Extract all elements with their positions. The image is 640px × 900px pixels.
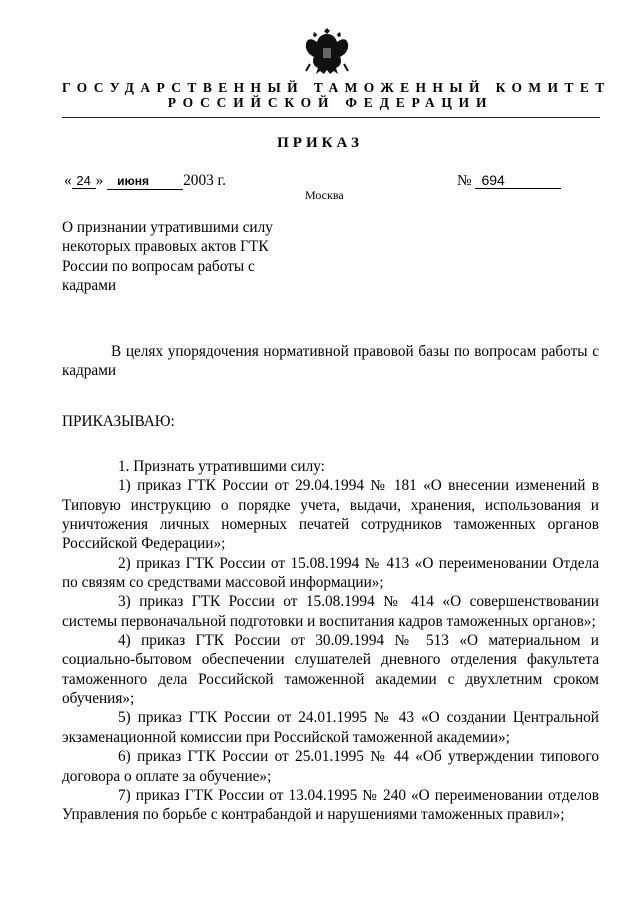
preamble-line: В целях упорядочения нормативной правовой базы по вопросам работы с: [111, 343, 599, 360]
org-name-line-2: РОССИЙСКОЙ ФЕДЕРАЦИИ: [167, 95, 494, 110]
list-item: [62, 747, 599, 786]
item-line: системы первоначальной подготовки и воспитания кадров таможенных органов»;: [62, 612, 596, 630]
order-number: [457, 171, 561, 190]
item-line: 2) приказ ГТК России от 15.08.1994 № 413 «О переименовании Отдела: [118, 554, 599, 572]
order-date: [64, 171, 226, 190]
item-line: Российской Федерации»;: [62, 535, 226, 553]
item-line: обучения»;: [62, 690, 135, 708]
list-item: [62, 631, 599, 708]
date-month: июня: [107, 174, 183, 190]
item-line: уничтожения личных номерных печатей сотрудников таможенных органов: [62, 516, 599, 534]
item-line: 4) приказ ГТК России от 30.09.1994 № 513 «О материальном и: [118, 632, 599, 650]
header-divider: [62, 117, 600, 118]
document-title: ПРИКАЗ: [277, 135, 363, 151]
item-line: по связям со средствами массовой информации»;: [62, 574, 384, 592]
number-value: 694: [475, 173, 561, 189]
preamble: [62, 342, 599, 381]
number-sign: №: [457, 172, 472, 189]
list-item: [62, 592, 599, 631]
item-line: 1) приказ ГТК России от 29.04.1994 № 181 «О внесении изменений в: [118, 477, 599, 495]
coat-of-arms-emblem: [304, 24, 350, 76]
clause-1: 1. Признать утратившими силу:: [118, 458, 325, 475]
date-year: 2003 г.: [183, 172, 226, 189]
item-line: социально-бытовом обеспечении слушателей дневного отделения факультета: [62, 651, 599, 669]
order-word: ПРИКАЗЫВАЮ:: [62, 413, 175, 430]
item-line: договора о оплате за обучение»;: [62, 767, 272, 785]
list-item: [62, 786, 599, 825]
item-line: 7) приказ ГТК России от 13.04.1995 № 240 «О переименовании отделов: [118, 786, 599, 804]
city: Москва: [305, 188, 344, 202]
item-line: экзаменационной комиссии при Российской таможенной академии»;: [62, 728, 510, 746]
order-body: [62, 457, 599, 825]
item-line: Типовую инструкцию о порядке учета, выдачи, хранения, использования и: [62, 496, 599, 514]
item-line: 5) приказ ГТК России от 24.01.1995 № 43 «О создании Центральной: [118, 709, 599, 727]
items-list: [62, 476, 599, 824]
item-line: 6) приказ ГТК России от 25.01.1995 № 44 «Об утверждении типового: [118, 748, 599, 766]
date-close-quote: »: [95, 172, 104, 189]
list-item: [62, 554, 599, 593]
date-day: 24: [72, 173, 96, 189]
org-name-line-1: ГОСУДАРСТВЕННЫЙ ТАМОЖЕННЫЙ КОМИТЕТ: [62, 80, 611, 95]
subject-block: [62, 218, 273, 296]
subject-line: О признании утратившими силу: [62, 219, 273, 236]
list-item: [62, 476, 599, 553]
list-item: [62, 708, 599, 747]
preamble-line: кадрами: [62, 362, 117, 380]
item-line: 3) приказ ГТК России от 15.08.1994 № 414 «О совершенствовании: [118, 593, 599, 611]
item-line: таможенного дела Российской таможенной академии с двухлетним сроком: [62, 670, 599, 688]
subject-line: некоторых правовых актов ГТК: [62, 238, 269, 256]
subject-line: кадрами: [62, 277, 117, 295]
item-line: Управления по борьбе с контрабандой и нарушениями таможенных правил»;: [62, 806, 565, 824]
date-open-quote: «: [64, 172, 72, 189]
subject-line: России по вопросам работы с: [62, 257, 255, 275]
